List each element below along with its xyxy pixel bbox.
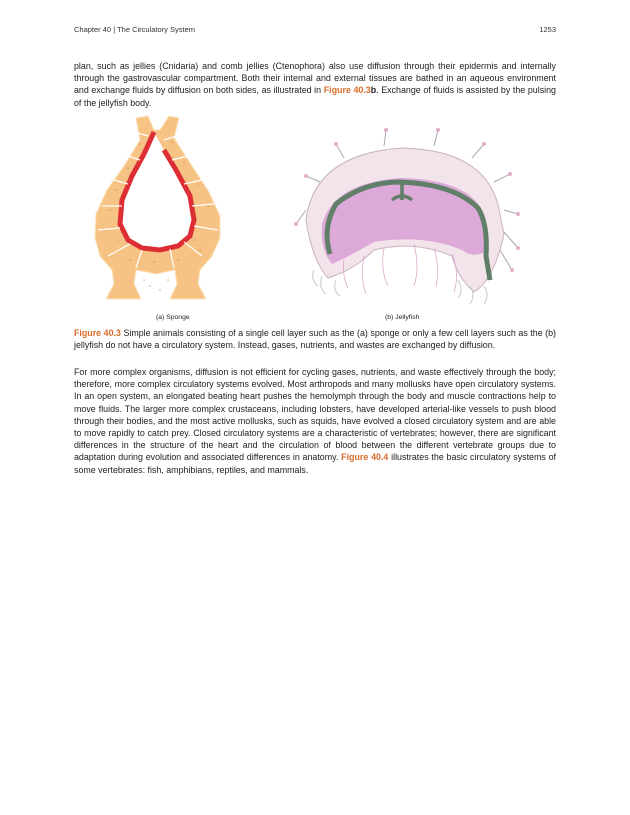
sponge-texture-dot: [129, 259, 131, 261]
sponge-texture-dot: [117, 239, 119, 241]
figure-40-4-link[interactable]: Figure 40.4: [341, 452, 389, 463]
sponge-illustration: [95, 116, 220, 299]
sponge-texture-dot: [153, 261, 155, 263]
figure-caption: [74, 327, 556, 351]
paragraph-1: [74, 60, 556, 109]
jellyfish-label: (b) Jellyfish: [385, 314, 420, 321]
sponge-texture-dot: [177, 259, 179, 261]
sponge-texture-dot: [127, 167, 129, 169]
caption-text: Simple animals consisting of a single cell layer such as the (a) sponge or only a few cell layers such as the (b) jellyfish do not have a circulatory system. Instead, gases, nutrients, and wastes are exchanged by diffusion.: [74, 328, 557, 351]
chapter-title: Chapter 40 | The Circulatory System: [74, 25, 196, 34]
paragraph-1-text-b: . Exchange of fluids is assisted by the pulsing of the jellyfish body.: [74, 85, 556, 108]
sponge-texture-dot: [139, 143, 141, 145]
figure-40-3: [74, 110, 556, 325]
sponge-texture-dot: [167, 279, 169, 281]
paragraph-2-text-b: illustrates the basic circulatory systems of some vertebrates: fish, amphibians, reptiles, and mammals.: [74, 452, 556, 475]
sponge-texture-dot: [183, 161, 185, 163]
figure-ref-suffix: b: [370, 85, 377, 96]
page-header: [74, 25, 556, 34]
sponge-texture-dot: [193, 239, 195, 241]
sponge-texture-dot: [171, 141, 173, 143]
paragraph-2-text-a: For more complex organisms, diffusion is not efficient for cycling gases, nutrients, and waste effectively through the body; therefore, more complex circulatory systems evolved. Most arthropods and many mollusks have open circulatory systems. In an open system, an elongated beating heart pushes the hemolymph through the body and muscle contractions help to move fluids. The larger more complex crustaceans, including lobsters, have developed arterial-like vessels to push blood through their bodies, and the most active mollusks, such as squids, have evolved a closed circulatory system and are able to move rapidly to catch prey. Closed circulatory systems are a characteristic of vertebrates; however, there are significant differences in the structure of the heart and the circulation of blood between the different vertebrate groups due to adaptation during evolution and associated differences in anatomy.: [74, 367, 556, 463]
sponge-texture-dot: [109, 209, 111, 211]
caption-label: Figure 40.3: [74, 328, 121, 338]
sponge-texture-dot: [159, 289, 161, 291]
paragraph-1-text-a: plan, such as jellies (Cnidaria) and comb jellies (Ctenophora) also use diffusion through their epidermis and internally through the gastrovascular compartment. Both their internal and external tissues are bathed in an aqueous environment and exchange fluids by diffusion on both sides, as illustrated in: [74, 61, 556, 96]
sponge-spongocoel: [120, 132, 194, 250]
jellyfish-illustration: [294, 128, 520, 304]
page-number: 1253: [539, 25, 556, 34]
figure-40-3-link[interactable]: Figure 40.3: [323, 85, 371, 96]
sponge-texture-dot: [207, 205, 209, 207]
sponge-label: (a) Sponge: [156, 314, 190, 321]
sponge-texture-dot: [143, 279, 145, 281]
paragraph-2: [74, 366, 556, 476]
sponge-texture-dot: [115, 189, 117, 191]
sponge-texture-dot: [199, 249, 201, 251]
figure-illustration: [74, 110, 556, 325]
sponge-texture-dot: [149, 285, 151, 287]
sponge-texture-dot: [197, 183, 199, 185]
